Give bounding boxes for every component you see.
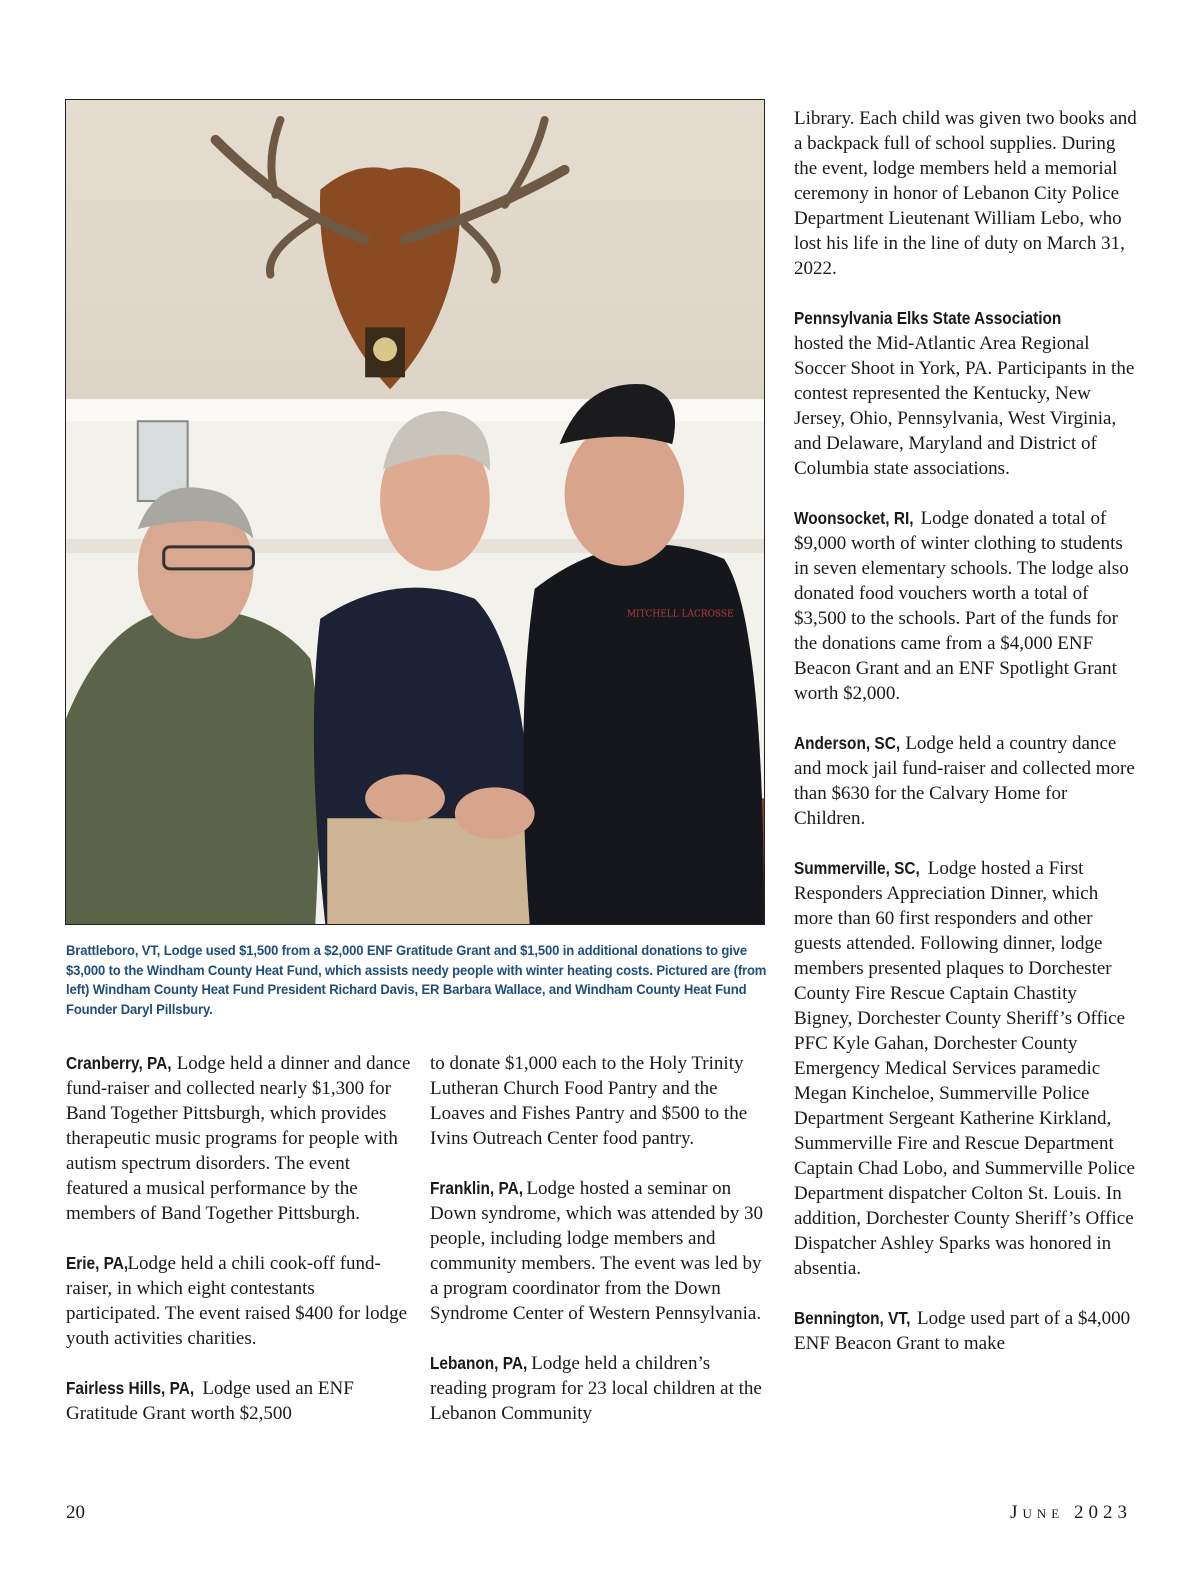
issue-date: June 2023 bbox=[1010, 1502, 1132, 1523]
text-column-3 bbox=[794, 106, 1139, 1356]
article-lebanon-cont bbox=[794, 106, 1139, 281]
article-body: Lodge held a dinner and dance fund-raiser and collected nearly $1,300 for Band Together Pittsburgh, which provides therapeutic music programs for people with autism spectrum disorders. The event featured a musical performance by the members of Band Together Pittsburgh. bbox=[66, 1053, 411, 1224]
article-bennington bbox=[794, 1306, 1139, 1356]
article-lead: Lebanon, PA, bbox=[430, 1353, 528, 1373]
photo-illustration bbox=[66, 100, 764, 924]
article-summerville bbox=[794, 856, 1139, 1281]
article-lead: Cranberry, PA, bbox=[66, 1053, 172, 1073]
article-body: Lodge held a children’s reading program for 23 local children at the Lebanon Community bbox=[430, 1353, 762, 1424]
article-lead: Fairless Hills, PA, bbox=[66, 1378, 195, 1398]
article-body: Lodge held a chili cook-off fund-raiser, in which eight contestants participated. The event raised $400 for lodge youth activities charities. bbox=[66, 1253, 407, 1349]
photo-caption bbox=[66, 942, 773, 1020]
article-pa-state-assoc bbox=[794, 306, 1139, 481]
article-body: Lodge hosted a seminar on Down syndrome, which was attended by 30 people, including lodge members and community members. The event was led by a program coordinator from the Down Syndrome Center of Western Pennsylvania. bbox=[430, 1178, 763, 1324]
article-lead: Summerville, SC, bbox=[794, 858, 920, 878]
article-photo bbox=[65, 99, 765, 925]
article-body: Library. Each child was given two books and a backpack full of school supplies. During the event, lodge members held a memorial ceremony in honor of Lebanon City Police Department Lieutenant William Lebo, who lost his life in the line of duty on March 31, 2022. bbox=[794, 108, 1137, 279]
article-anderson bbox=[794, 731, 1139, 831]
page-number: 20 bbox=[66, 1502, 85, 1523]
article-lead: Woonsocket, RI, bbox=[794, 508, 914, 528]
article-fairless-hills bbox=[66, 1376, 411, 1426]
article-body: Lodge used an ENF Gratitude Grant worth $2,500 bbox=[66, 1378, 354, 1424]
article-body: Lodge used part of a $4,000 ENF Beacon Grant to make bbox=[794, 1308, 1131, 1354]
article-woonsocket bbox=[794, 506, 1139, 706]
caption-text: Lodge used $1,500 from a $2,000 ENF Gratitude Grant and $1,500 in additional donations to give $3,000 to the Windham County Heat Fund, which assists needy people with winter heating costs. Pictured are (from left) Windham County Heat Fund President Richard Davis, ER Barbara Wallace, and Windham County Heat Fund Founder Daryl Pillsbury. bbox=[66, 943, 767, 1018]
article-lead: Erie, PA, bbox=[66, 1253, 129, 1273]
caption-lead: Brattleboro, VT, bbox=[66, 943, 161, 959]
article-body: hosted the Mid-Atlantic Area Regional Soccer Shoot in York, PA. Participants in the contest represented the Kentucky, New Jersey, Ohio, Pennsylvania, West Virginia, and Delaware, Maryland and District of Columbia state associations. bbox=[794, 333, 1135, 479]
article-body: to donate $1,000 each to the Holy Trinity Lutheran Church Food Pantry and the Loaves and Fishes Pantry and $500 to the Ivins Outreach Center food pantry. bbox=[430, 1053, 748, 1149]
article-franklin bbox=[430, 1176, 765, 1326]
text-column-2 bbox=[430, 1051, 765, 1426]
article-lebanon bbox=[430, 1351, 765, 1426]
article-body: Lodge hosted a First Responders Appreciation Dinner, which more than 60 first responders and other guests attended. Following dinner, lodge members presented plaques to Dorchester County Fire Rescue Captain Chastity Bigney, Dorchester County Sheriff’s Office PFC Kyle Gahan, Dorchester County Emergency Medical Services paramedic Megan Kincheloe, Summerville Police Department Sergeant Katherine Kirkland, Summerville Fire and Rescue Department Captain Chad Lobo, and Summerville Police Department dispatcher Colton St. Louis. In addition, Dorchester County Sheriff’s Office Dispatcher Ashley Sparks was honored in absentia. bbox=[794, 858, 1135, 1279]
jacket-logo: MITCHELL LACROSSE bbox=[626, 609, 734, 620]
article-lead: Franklin, PA, bbox=[430, 1178, 523, 1198]
article-lead: Bennington, VT, bbox=[794, 1308, 911, 1328]
text-column-1 bbox=[66, 1051, 411, 1426]
article-body: Lodge donated a total of $9,000 worth of winter clothing to students in seven elementary schools. The lodge also donated food vouchers worth a total of $3,500 to the schools. Part of the funds for the donations came from a $4,000 ENF Beacon Grant and an ENF Spotlight Grant worth $2,000. bbox=[794, 508, 1129, 704]
article-lead: Pennsylvania Elks State Association bbox=[794, 308, 1062, 328]
article-fairless-hills-cont bbox=[430, 1051, 765, 1151]
article-lead: Anderson, SC, bbox=[794, 733, 901, 753]
article-body: Lodge held a country dance and mock jail fund-raiser and collected more than $630 for the Calvary Home for Children. bbox=[794, 733, 1135, 829]
article-erie bbox=[66, 1251, 411, 1351]
article-cranberry bbox=[66, 1051, 411, 1226]
